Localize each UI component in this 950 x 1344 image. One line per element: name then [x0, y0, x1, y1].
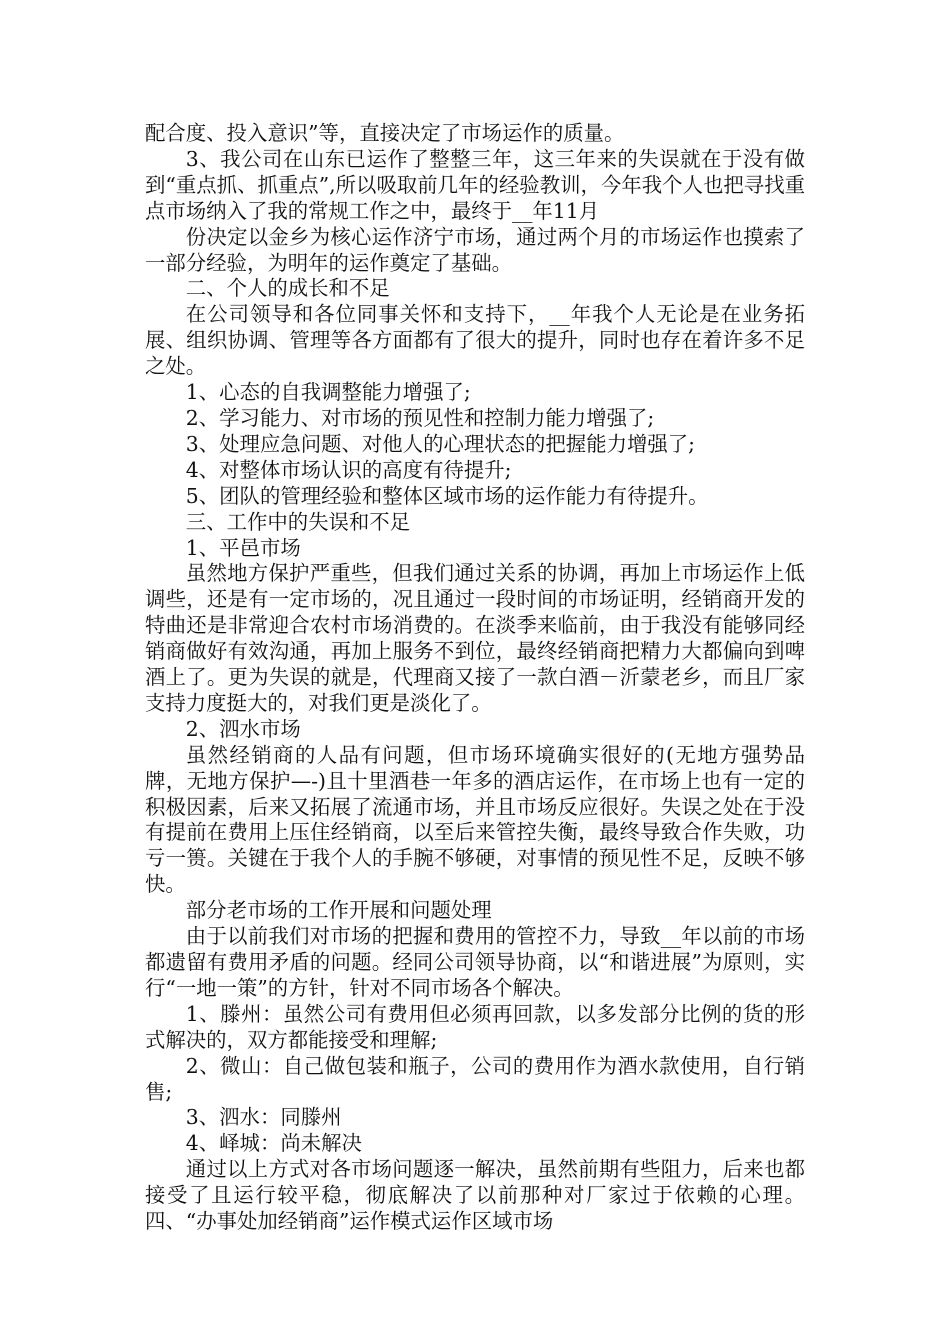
- list-item: 5、团队的管理经验和整体区域市场的运作能力有待提升。: [185, 483, 709, 508]
- paragraph: 配合度、投入意识”等，直接决定了市场运作的质量。: [145, 121, 625, 145]
- paragraph: 份决定以金乡为核心运作济宁市场，通过两个月的市场运作也摸索了一部分经验，为明年的运作奠定了基础。: [145, 224, 805, 275]
- paragraph: 由于以前我们对市场的把握和费用的管控不力，导致__年以前的市场都遗留有费用矛盾的问题。经同公司领导协商，以“和谐进展”为原则，实行“一地一策”的方针，针对不同市场各个解决。: [145, 924, 805, 1000]
- list-item: 2、微山：自己做包装和瓶子，公司的费用作为酒水款使用，自行销售;: [145, 1053, 805, 1104]
- paragraph: 在公司领导和各位同事关怀和支持下，__年我个人无论是在业务拓展、组织协调、管理等各方面都有了很大的提升，同时也存在着许多不足之处。: [145, 302, 805, 379]
- paragraph: 3、我公司在山东已运作了整整三年，这三年来的失误就在于没有做到“重点抓、抓重点”,所以吸取前几年的经验教训，今年我个人也把寻找重点市场纳入了我的常规工作之中，最终于__年11月: [145, 146, 805, 223]
- subsection-heading: 2、泗水市场: [185, 716, 301, 741]
- list-item: 4、峄城：尚未解决: [185, 1131, 362, 1156]
- section-heading: 三、工作中的失误和不足: [185, 509, 411, 534]
- paragraph: 通过以上方式对各市场问题逐一解决，虽然前期有些阻力，后来也都接受了且运行较平稳，彻底解决了以前那种对厂家过于依赖的心理。四、“办事处加经销商”运作模式运作区域市场: [145, 1157, 805, 1234]
- list-item: 3、处理应急问题、对他人的心理状态的把握能力增强了;: [185, 431, 696, 456]
- subsection-heading: 1、平邑市场: [185, 535, 301, 560]
- list-item: 2、学习能力、对市场的预见性和控制力能力增强了;: [185, 405, 655, 430]
- paragraph: 虽然经销商的人品有问题，但市场环境确实很好的(无地方强势品牌，无地方保护—-)且十里酒巷一年多的酒店运作，在市场上也有一定的积极因素，后来又拓展了流通市场，并且市场反应很好。失误之处在于没有提前在费用上压住经销商，以至后来管控失衡，最终导致合作失败，功亏一篑。关键在于我个人的手腕不够硬，对事情的预见性不足，反映不够快。: [145, 742, 805, 897]
- list-item: 1、滕州：虽然公司有费用但必须再回款，以多发部分比例的货的形式解决的，双方都能接受和理解;: [145, 1001, 805, 1052]
- document-body: [145, 121, 805, 1235]
- list-item: 3、泗水：同滕州: [185, 1105, 342, 1130]
- paragraph: 虽然地方保护严重些，但我们通过关系的协调，再加上市场运作上低调些，还是有一定市场的，况且通过一段时间的市场证明，经销商开发的特曲还是非常迎合农村市场消费的。在淡季来临前，由于我没有能够同经销商做好有效沟通，再加上服务不到位，最终经销商把精力大都偏向到啤酒上了。更为失误的就是，代理商又接了一款白酒－沂蒙老乡，而且厂家支持力度挺大的，对我们更是淡化了。: [145, 561, 805, 715]
- subsection-heading: 部分老市场的工作开展和问题处理: [185, 898, 492, 923]
- list-item: 1、心态的自我调整能力增强了;: [185, 380, 471, 405]
- list-item: 4、对整体市场认识的高度有待提升;: [185, 457, 512, 482]
- section-heading: 二、个人的成长和不足: [185, 276, 390, 301]
